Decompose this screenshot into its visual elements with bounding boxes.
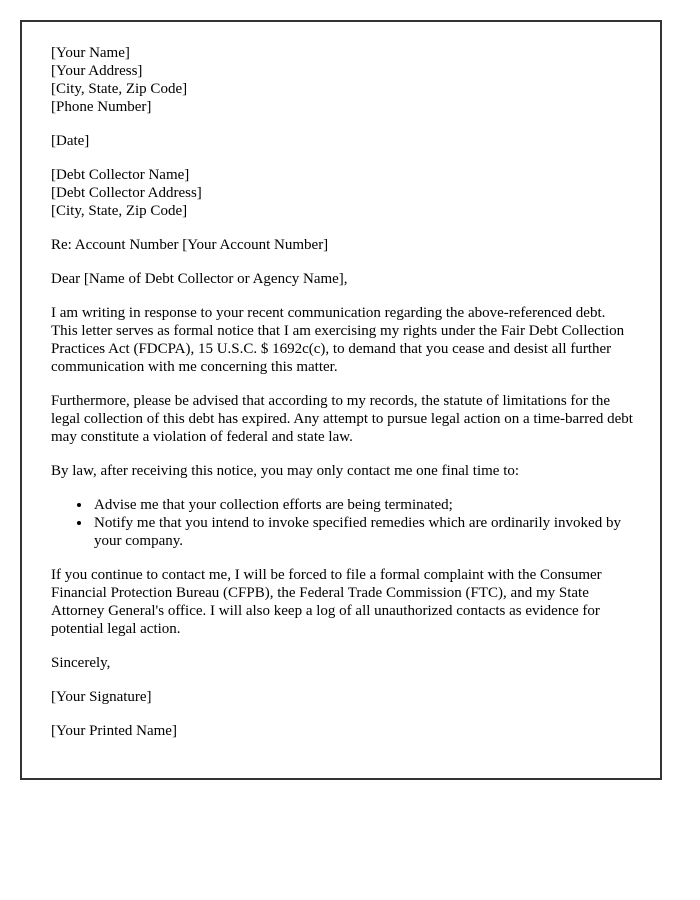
signature-placeholder: [Your Signature] [51,689,152,705]
body-paragraph-4: If you continue to contact me, I will be forced to file a formal complaint with the Consumer Financial Protection Bureau (CFPB), the Federal Trade Commission (FTC), and my State Attorney General's office. I will also keep a log of all unauthorized contacts as evidence for potential legal action. [51,567,602,637]
body-paragraph-1: I am writing in response to your recent communication regarding the above-referenced debt. This letter serves as formal notice that I am exercising my rights under the Fair Debt Collection Practices Act (FDCPA), 15 U.S.C. $ 1692c(c), to demand that you cease and desist all further communication with me concerning this matter. [51,305,625,375]
printed-name-placeholder: [Your Printed Name] [51,723,177,739]
subject-line: Re: Account Number [Your Account Number] [51,237,329,253]
valediction: Sincerely, [51,655,111,671]
final-contact-bullet-list [51,496,634,550]
sender-name: [Your Name] [51,45,130,61]
recipient-address: [Debt Collector Address] [51,185,202,201]
list-item-terminate-notice: • Advise me that your collection efforts are being terminated; [92,496,634,514]
salutation: Dear [Name of Debt Collector or Agency Name], [51,271,348,287]
sender-city-state-zip: [City, State, Zip Code] [51,81,188,97]
recipient-city-state-zip: [City, State, Zip Code] [51,203,188,219]
body-paragraph-3: By law, after receiving this notice, you may only contact me one final time to: [51,463,520,479]
date-line: [Date] [51,133,90,149]
sender-address: [Your Address] [51,63,143,79]
recipient-address-block [51,166,634,220]
sender-phone: [Phone Number] [51,99,152,115]
recipient-name: [Debt Collector Name] [51,167,190,183]
sender-address-block [51,44,634,116]
list-item-remedies-notice: • Notify me that you intend to invoke specified remedies which are ordinarily invoked by your company. [92,514,634,550]
body-paragraph-2: Furthermore, please be advised that according to my records, the statute of limitations for the legal collection of this debt has expired. Any attempt to pursue legal action on a time-barred debt may constitute a violation of federal and state law. [51,393,633,445]
letter-page [20,20,662,780]
